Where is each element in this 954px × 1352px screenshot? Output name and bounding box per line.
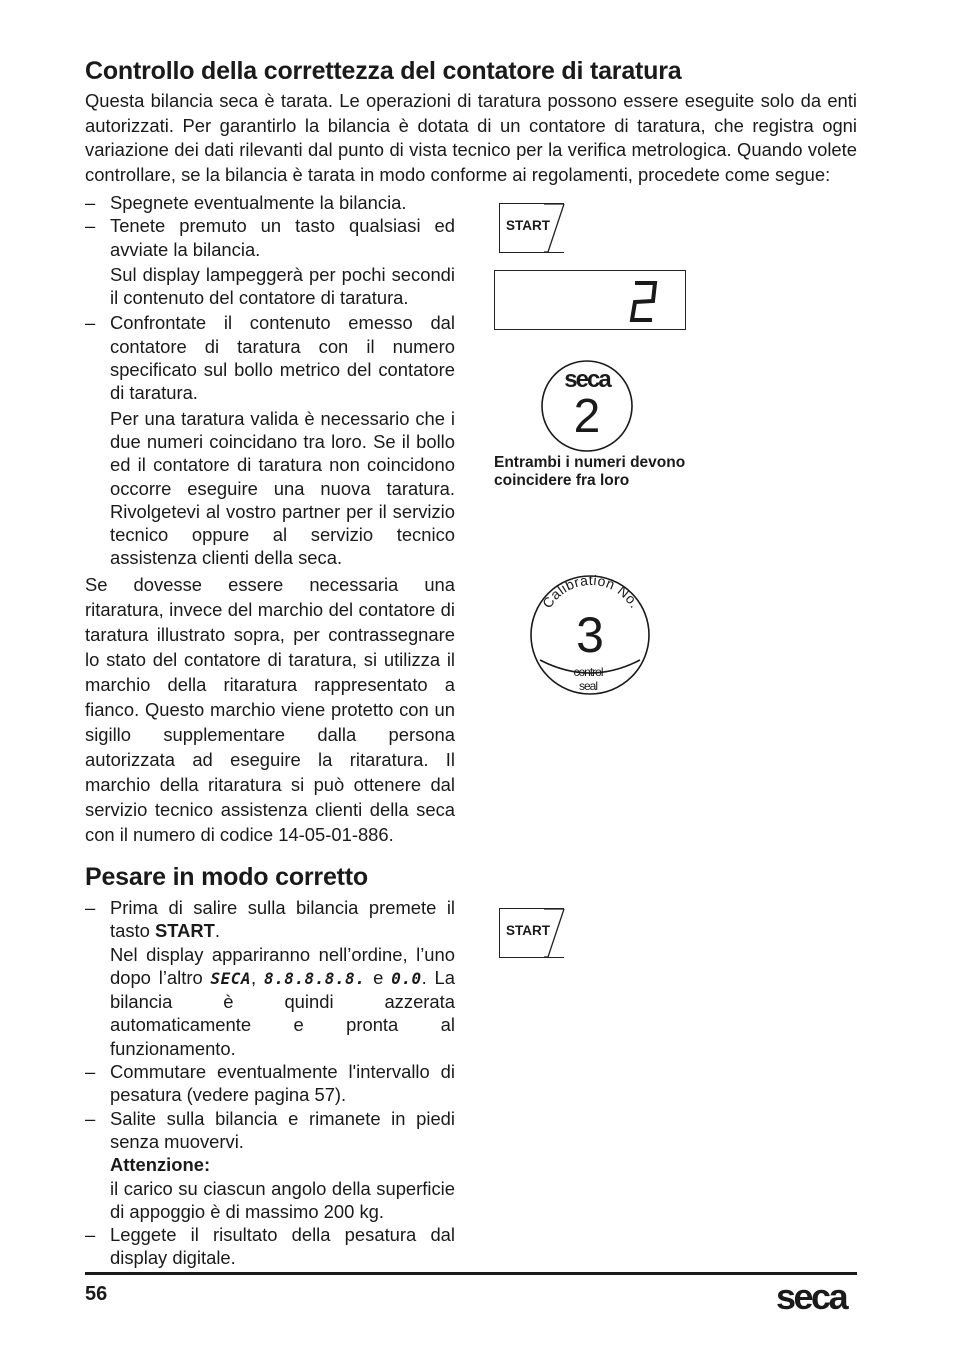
calibration-steps xyxy=(85,191,455,847)
recalibration-paragraph: Se dovesse essere necessaria una ritaratura, invece del marchio del contatore di taratura illustrato sopra, per contrassegnare lo stato del contatore di taratura, si utilizza il marchio della ritaratura rappresentato a fianco. Questo marchio viene protetto con un sigillo supplementare dalla persona autorizzata ad eseguire la ritaratura. Il marchio della ritaratura si può ottenere dal servizio tecnico assistenza clienti della seca con il numero di codice 14-05-01-886. xyxy=(85,573,455,845)
page-number: 56 xyxy=(85,1283,108,1305)
list-item xyxy=(85,191,455,214)
note-text: Nel display appariranno nell’ordine, l’uno dopo l’altro xyxy=(110,943,455,988)
list-item xyxy=(85,214,455,261)
list-item xyxy=(85,1060,455,1107)
footer-rule xyxy=(85,1272,857,1275)
list-item xyxy=(85,1223,455,1270)
list-item xyxy=(85,1107,455,1154)
attention-label xyxy=(85,1153,455,1176)
step-text: Leggete il risultato della pesatura dal display digitale. xyxy=(110,1224,455,1269)
list-item xyxy=(85,896,455,943)
list-dash: – xyxy=(85,897,96,918)
stamp-brand: seca xyxy=(564,366,610,393)
attention-text: il carico su ciascun angolo della superficie di appoggio è di massimo 200 kg. xyxy=(110,1177,455,1222)
figure-caption: Entrambi i numeri devono coincidere fra loro xyxy=(494,454,686,489)
step-note: Per una taratura valida è necessario che i due numeri coincidano tra loro. Se il bollo ed il contatore di taratura non coincidono occorre eseguire una nuova taratura. Rivolgetevi al vostro partner per il servizio tecnico oppure al servizio tecnico assistenza clienti della seca. xyxy=(110,407,455,569)
seal-number: 3 xyxy=(576,607,604,663)
section-title-calibration: Controllo della correttezza del contatore di taratura xyxy=(85,57,682,85)
step-text: Salite sulla bilancia e rimanete in piedi senza muovervi. xyxy=(110,1107,455,1152)
step-text: Commutare eventualmente l'intervallo di pesatura (vedere pagina 57). xyxy=(110,1061,455,1106)
start-keyword: START xyxy=(154,920,215,942)
list-dash: – xyxy=(85,1061,96,1083)
step-text: Spegnete eventualmente la bilancia. xyxy=(110,192,407,213)
attention-heading: Attenzione: xyxy=(110,1154,211,1176)
display-test-glyph: 8.8.8.8.8. xyxy=(263,968,366,988)
step-note: Sul display lampeggerà per pochi secondi il contenuto del contatore di taratura. xyxy=(110,263,455,309)
seven-segment-digit xyxy=(495,271,685,329)
display-zero-glyph: 0.0 xyxy=(391,968,422,988)
step-text: Tenete premuto un tasto qualsiasi ed avviate la bilancia. xyxy=(110,215,455,260)
step-text-end: . xyxy=(214,920,221,942)
separator: , xyxy=(251,966,264,988)
list-dash: – xyxy=(85,215,96,237)
start-key-illustration xyxy=(499,908,564,958)
step-text: Confrontate il contenuto emesso dal contatore di taratura con il numero specificato sul bollo metrico del contatore di taratura. xyxy=(110,312,455,404)
display-seca-glyph: SECA xyxy=(210,968,252,988)
step-note xyxy=(85,943,455,1060)
seal-bottom-line2: seal xyxy=(578,679,598,693)
seal-arc-text: Calibration No. xyxy=(538,574,644,611)
seca-calibration-stamp xyxy=(539,360,639,452)
intro-paragraph: Questa bilancia seca è tarata. Le operazioni di taratura possono essere eseguite solo da enti autorizzati. Per garantirlo la bilancia è dotata di un contatore di taratura, che registra ogni variazione dei dati rilevanti dal punto di vista tecnico per la verifica metrologica. Quando volete controllare, se la bilancia è tarata in modo conforme ai regolamenti, procedete come segue: xyxy=(85,90,857,185)
list-item xyxy=(85,311,455,404)
list-dash: – xyxy=(85,1224,96,1246)
start-key-slant xyxy=(544,908,568,958)
seal-bottom-line1: control xyxy=(573,665,603,679)
recalibration-seal xyxy=(526,574,656,698)
note-text: . La bilancia è quindi azzerata automaticamente e pronta al funzionamento. xyxy=(110,966,455,1059)
start-key-label: START xyxy=(506,218,550,233)
separator: e xyxy=(365,966,392,988)
start-key-illustration xyxy=(499,203,564,253)
weighing-steps xyxy=(85,896,455,1270)
list-dash: – xyxy=(85,1107,96,1129)
seca-logo: seca xyxy=(776,1276,847,1317)
start-key-label: START xyxy=(506,923,550,938)
list-dash: – xyxy=(85,312,96,334)
step-text: Prima di salire sulla bilancia premete il tasto xyxy=(110,897,455,942)
stamp-number: 2 xyxy=(573,390,601,443)
start-key-slant xyxy=(544,203,568,253)
list-dash: – xyxy=(85,192,96,213)
calibration-counter-display xyxy=(494,270,686,330)
section-title-weighing: Pesare in modo corretto xyxy=(85,863,368,891)
